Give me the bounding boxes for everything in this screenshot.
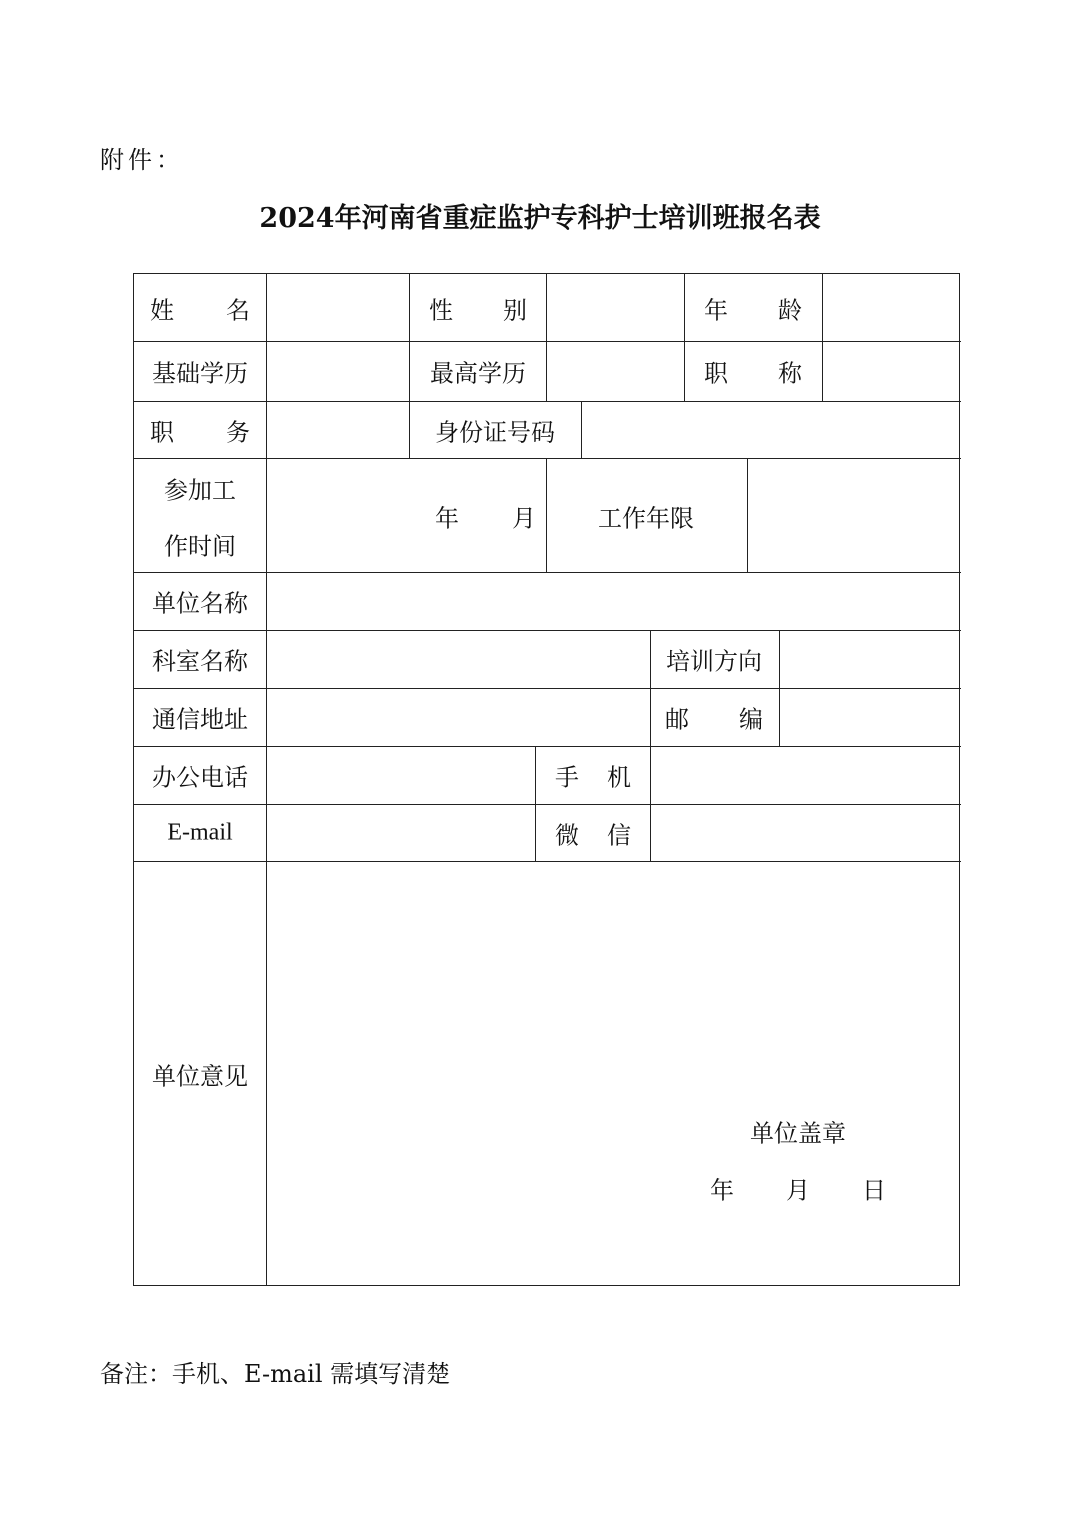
mailing-address-label: 通信地址 [152,705,248,734]
row-divider [134,572,961,573]
age-label-char-1: 年 [704,296,728,325]
row-divider [134,401,961,402]
row-divider [134,458,961,459]
work-start-label-line-1: 参加工 [164,476,236,505]
gender-label-char-2: 别 [503,296,527,325]
row-divider [134,341,961,342]
row-divider [134,861,961,862]
professional-title-char-2: 称 [778,359,802,388]
column-divider [779,630,780,746]
position-label-char-2: 务 [226,418,250,447]
column-divider [266,274,267,1285]
registration-form-table [133,273,960,1286]
wechat-label [555,816,631,851]
mobile-label-char-1: 手 [555,763,579,792]
id-number-label: 身份证号码 [435,418,555,447]
postal-code-char-2: 编 [739,705,763,734]
highest-education-label: 最高学历 [430,359,526,388]
age-label-char-2: 龄 [778,296,802,325]
column-divider [684,274,685,401]
wechat-label-char-2: 信 [607,821,631,850]
column-divider [409,274,410,458]
work-years-label: 工作年限 [598,504,694,533]
form-title: 2024年河南省重症监护专科护士培训班报名表 [259,203,821,234]
name-label-char-2: 名 [226,296,250,325]
email-label: E-mail [167,819,233,846]
age-label [704,291,802,326]
date-year-label: 年 [710,1176,734,1205]
column-divider [581,401,582,458]
unit-opinion-label: 单位意见 [152,1062,248,1091]
mobile-label-char-2: 机 [607,763,631,792]
row-divider [134,688,961,689]
footnote: 备注：手机、E-mail 需填写清楚 [100,1360,451,1388]
work-start-month-label: 月 [512,504,536,533]
row-divider [134,746,961,747]
column-divider [650,746,651,861]
mobile-label [555,758,631,793]
wechat-label-char-1: 微 [555,821,579,850]
professional-title-char-1: 职 [704,359,728,388]
department-name-label: 科室名称 [152,647,248,676]
unit-name-label: 单位名称 [152,589,248,618]
date-month-label: 月 [786,1176,810,1205]
name-label [150,291,250,326]
row-divider [134,804,961,805]
postal-code-label [665,700,763,735]
work-start-year-label: 年 [435,504,459,533]
basic-education-label: 基础学历 [152,359,248,388]
column-divider [535,746,536,861]
column-divider [546,274,547,401]
column-divider [822,274,823,401]
column-divider [747,458,748,572]
column-divider [650,630,651,746]
column-divider [546,458,547,572]
unit-seal-label: 单位盖章 [750,1119,846,1148]
position-label-char-1: 职 [150,418,174,447]
gender-label-char-1: 性 [429,296,453,325]
training-direction-label: 培训方向 [666,647,762,676]
professional-title-label [704,354,802,389]
row-divider [134,630,961,631]
attachment-label: 附件： [100,146,184,174]
office-phone-label: 办公电话 [152,763,248,792]
date-day-label: 日 [862,1176,886,1205]
name-label-char-1: 姓 [150,296,174,325]
position-label [150,413,250,448]
gender-label [429,291,527,326]
work-start-label-line-2: 作时间 [164,532,236,561]
postal-code-char-1: 邮 [665,705,689,734]
